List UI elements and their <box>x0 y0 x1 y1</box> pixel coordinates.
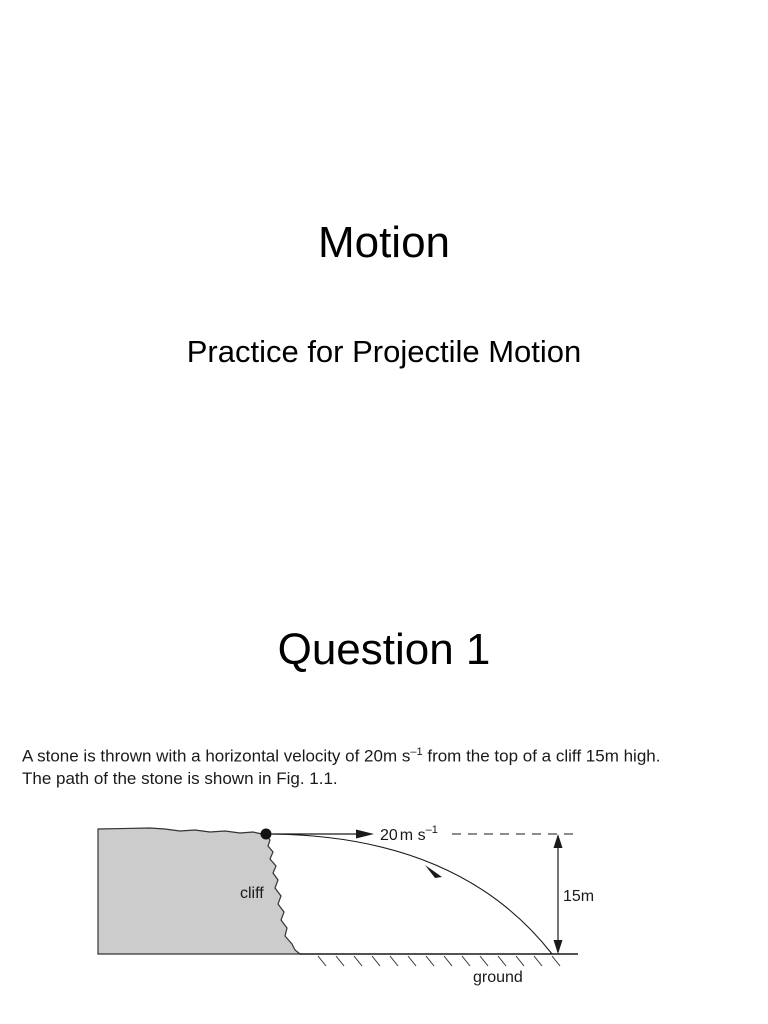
question-text <box>22 741 762 790</box>
velocity-label: 20 m $s^{-1}$ <box>380 824 438 844</box>
stone <box>261 829 272 840</box>
question-text-line-1-middle: from the top of a cliff 15 <box>422 746 605 766</box>
height-label: 15m <box>563 888 595 905</box>
velocity-unit-s: s <box>401 746 411 766</box>
velocity-unit-exponent: –1 <box>410 746 423 758</box>
question-text-line-1-start: A stone is thrown with a horizontal velocity of 20 <box>22 746 383 766</box>
trajectory-path <box>271 834 552 954</box>
question-text-line-2: The path of the stone is shown in Fig. 1.1. <box>22 768 338 788</box>
velocity-arrowhead <box>356 830 374 839</box>
ground-label: ground <box>473 969 523 986</box>
slide-title: Motion <box>317 218 451 267</box>
ground-hatching <box>318 956 560 966</box>
projectile-figure <box>90 810 610 1010</box>
velocity-unit-m: m <box>382 746 398 766</box>
projectile-diagram <box>90 810 610 1010</box>
cliff-shape <box>98 828 300 954</box>
question-text-line-1 <box>22 741 762 768</box>
question-text-line-1-end: high. <box>618 746 661 766</box>
height-arrow-top <box>554 834 563 848</box>
cliff-label: cliff <box>240 885 264 902</box>
height-arrow-bottom <box>554 940 563 954</box>
slide-subtitle: Practice for Projectile Motion <box>186 334 582 369</box>
question-heading: Question 1 <box>277 625 491 674</box>
height-unit-m: m <box>604 746 619 766</box>
